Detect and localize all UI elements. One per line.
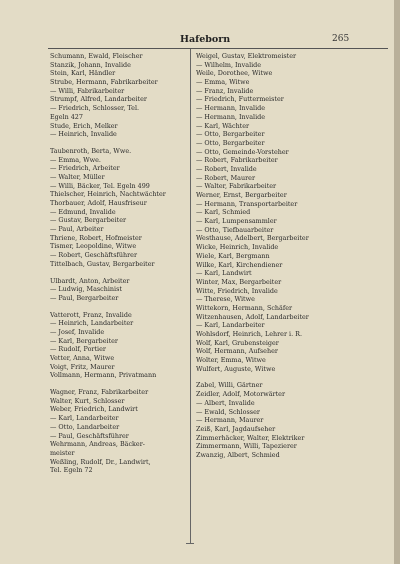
directory-entry: Weber, Friedrich, Landwirt xyxy=(50,405,138,414)
directory-entry: — Otto, Bergarbeiter xyxy=(196,138,265,147)
page-title: Hafeborn xyxy=(180,34,231,45)
directory-entry: — Hermann, Maurer xyxy=(196,416,264,425)
directory-entry: — Emma, Witwe xyxy=(196,78,250,87)
directory-entry: Vollmann, Hermann, Privatmann xyxy=(50,371,157,380)
directory-entry: — Willi, Fabrikarbeiter xyxy=(50,86,125,95)
directory-entry: — Edmund, Invalide xyxy=(50,207,116,216)
column-divider xyxy=(190,49,191,543)
directory-entry: — Heinrich, Landarbeiter xyxy=(50,319,134,328)
directory-entry: Wolter, Emma, Witwe xyxy=(196,356,266,365)
page-header xyxy=(0,34,400,48)
right-column xyxy=(196,52,336,460)
directory-entry: Zwanzig, Albert, Schmied xyxy=(196,450,280,459)
directory-entry: Witzenhausen, Adolf, Landarbeiter xyxy=(196,312,309,321)
directory-entry: Zeiß, Karl, Jagdaufseher xyxy=(196,424,276,433)
directory-entry: — Karl, Landarbeiter xyxy=(196,321,265,330)
directory-entry: Wiele, Karl, Bergmann xyxy=(196,251,270,260)
directory-entry: Wittekorn, Hermann, Schäfer xyxy=(196,303,293,312)
directory-entry: — Robert, Maurer xyxy=(196,173,256,182)
directory-entry: — Heinrich, Invalide xyxy=(50,130,117,139)
directory-entry: Zimmerhäcker, Walter, Elektriker xyxy=(196,433,305,442)
directory-entry: Vatterott, Franz, Invalide xyxy=(50,310,132,319)
directory-entry: Stude, Erich, Melker xyxy=(50,121,118,130)
directory-entry: Vetter, Anna, Witwe xyxy=(50,354,115,362)
section-gap xyxy=(196,373,336,381)
directory-entry: Tittelbach, Gustav, Bergarbeiter xyxy=(50,259,155,268)
directory-entry: Wohlsdorf, Heinrich, Lehrer i. R. xyxy=(196,330,302,338)
directory-entry: — Karl, Landarbeiter xyxy=(50,414,119,423)
directory-entry: — Friedrich, Schlosser, Tel. xyxy=(50,104,140,113)
left-column xyxy=(50,52,190,475)
directory-entry: — Hermann, Transportarbeiter xyxy=(196,199,298,208)
directory-entry: Wehrmann, Andreas, Bäcker- xyxy=(50,440,145,449)
directory-entry: — Albert, Invalide xyxy=(196,398,255,407)
directory-entry: — Robert, Fabrikarbeiter xyxy=(196,156,278,165)
directory-entry: Westhause, Adelbert, Bergarbeiter xyxy=(196,234,309,243)
section-gap xyxy=(50,303,190,311)
directory-entry: Zabel, Willi, Gärtner xyxy=(196,381,263,390)
directory-entry: — Karl, Lumpensammler xyxy=(196,217,277,226)
directory-entry: — Willi, Bäcker, Tel. Egeln 499 xyxy=(50,181,150,190)
directory-entry: — Therese, Witwe xyxy=(196,295,255,304)
directory-entry: Wolf, Hermann, Aufseher xyxy=(196,347,278,356)
directory-entry: — Otto, Landarbeiter xyxy=(50,422,120,431)
directory-entry: Winter, Max, Bergarbeiter xyxy=(196,277,282,286)
directory-entry: Wagner, Franz, Fabrikarbeiter xyxy=(50,388,149,397)
directory-entry: — Karl, Bergarbeiter xyxy=(50,336,118,345)
directory-entry: — Emma, Wwe. xyxy=(50,155,101,164)
directory-entry: — Paul, Bergarbeiter xyxy=(50,293,119,302)
directory-entry: — Walter, Fabrikarbeiter xyxy=(196,182,277,191)
directory-entry: — Otto, Bergarbeiter xyxy=(196,130,265,139)
directory-entry: Wulfert, Auguste, Witwe xyxy=(196,364,276,373)
directory-entry: Stanzik, Johann, Invalide xyxy=(50,60,131,69)
directory-entry: Tel. Egeln 72 xyxy=(50,466,93,475)
directory-entry: Thriene, Robert, Hofmeister xyxy=(50,233,142,242)
divider-foot xyxy=(186,543,194,544)
directory-entry: — Ewald, Schlosser xyxy=(196,407,260,416)
directory-entry: — Rudolf, Portier xyxy=(50,345,106,354)
page-edge xyxy=(394,0,400,564)
directory-entry: — Paul, Arbeiter xyxy=(50,225,104,234)
directory-entry: Schumann, Ewald, Fleischer xyxy=(50,52,143,60)
directory-entry: — Robert, Geschäftsführer xyxy=(50,251,138,260)
directory-entry: — Josef, Invalide xyxy=(50,327,105,336)
directory-entry: Zimmermann, Willi, Tapezierer xyxy=(196,442,297,451)
directory-entry: Wolf, Karl, Grubensteiger xyxy=(196,338,279,347)
directory-entry: meister xyxy=(50,448,75,457)
directory-entry: Thorbauer, Adolf, Hausfriseur xyxy=(50,199,147,207)
directory-entry: Wicke, Heinrich, Invalide xyxy=(196,243,279,252)
section-gap xyxy=(50,269,190,277)
directory-entry: Werner, Ernst, Bergarbeiter xyxy=(196,191,287,199)
directory-entry: Wilke, Karl, Kirchendiener xyxy=(196,260,283,269)
directory-entry: Egeln 427 xyxy=(50,112,83,121)
directory-entry: Voigt, Fritz, Maurer xyxy=(50,362,115,371)
directory-entry: — Friedrich, Futtermeister xyxy=(196,95,284,104)
directory-entry: — Walter, Müller xyxy=(50,172,105,181)
directory-entry: — Hermann, Invalide xyxy=(196,112,266,121)
directory-entry: — Hermann, Invalide xyxy=(196,104,266,113)
directory-entry: Zeidler, Adolf, Motorwärter xyxy=(196,390,285,399)
directory-entry: Strumpf, Alfred, Landarbeiter xyxy=(50,95,147,104)
directory-entry: Stein, Karl, Händler xyxy=(50,69,116,78)
section-gap xyxy=(50,380,190,388)
directory-entry: Tismer, Leopoldine, Witwe xyxy=(50,242,137,251)
page-number: 265 xyxy=(332,34,350,44)
directory-entry: — Wilhelm, Invalide xyxy=(196,60,262,69)
directory-entry: Weßling, Rudolf, Dr., Landwirt, xyxy=(50,457,151,466)
directory-entry: — Karl, Schmied xyxy=(196,208,251,217)
directory-entry: — Paul, Geschäftsführer xyxy=(50,431,129,440)
directory-entry: Ulbardt, Anton, Arbeiter xyxy=(50,276,130,285)
directory-entry: — Franz, Invalide xyxy=(196,86,254,95)
directory-entry: Taubenroth, Berta, Wwe. xyxy=(50,146,132,155)
directory-entry: Weigel, Gustav, Elektromeister xyxy=(196,52,297,60)
directory-entry: — Ludwig, Maschinist xyxy=(50,285,122,294)
directory-entry: — Karl, Wächter xyxy=(196,121,250,130)
directory-entry: — Karl, Landwirt xyxy=(196,269,252,278)
directory-entry: — Friedrich, Arbeiter xyxy=(50,164,120,173)
directory-entry: Weile, Dorothee, Witwe xyxy=(196,69,273,78)
section-gap xyxy=(50,139,190,147)
directory-entry: Thielscher, Heinrich, Nachtwächter xyxy=(50,190,166,199)
directory-entry: — Gustav, Bergarbeiter xyxy=(50,216,127,225)
header-rule xyxy=(48,48,388,49)
directory-entry: Strube, Hermann, Fabrikarbeiter xyxy=(50,78,158,87)
directory-entry: — Robert, Invalide xyxy=(196,164,257,173)
directory-entry: — Otto, Gemeinde-Vorsteher xyxy=(196,147,289,156)
directory-entry: — Otto, Tiefbauarbeiter xyxy=(196,225,274,234)
directory-entry: Walter, Kurt, Schlosser xyxy=(50,396,125,405)
directory-entry: Witte, Friedrich, Invalide xyxy=(196,286,278,295)
